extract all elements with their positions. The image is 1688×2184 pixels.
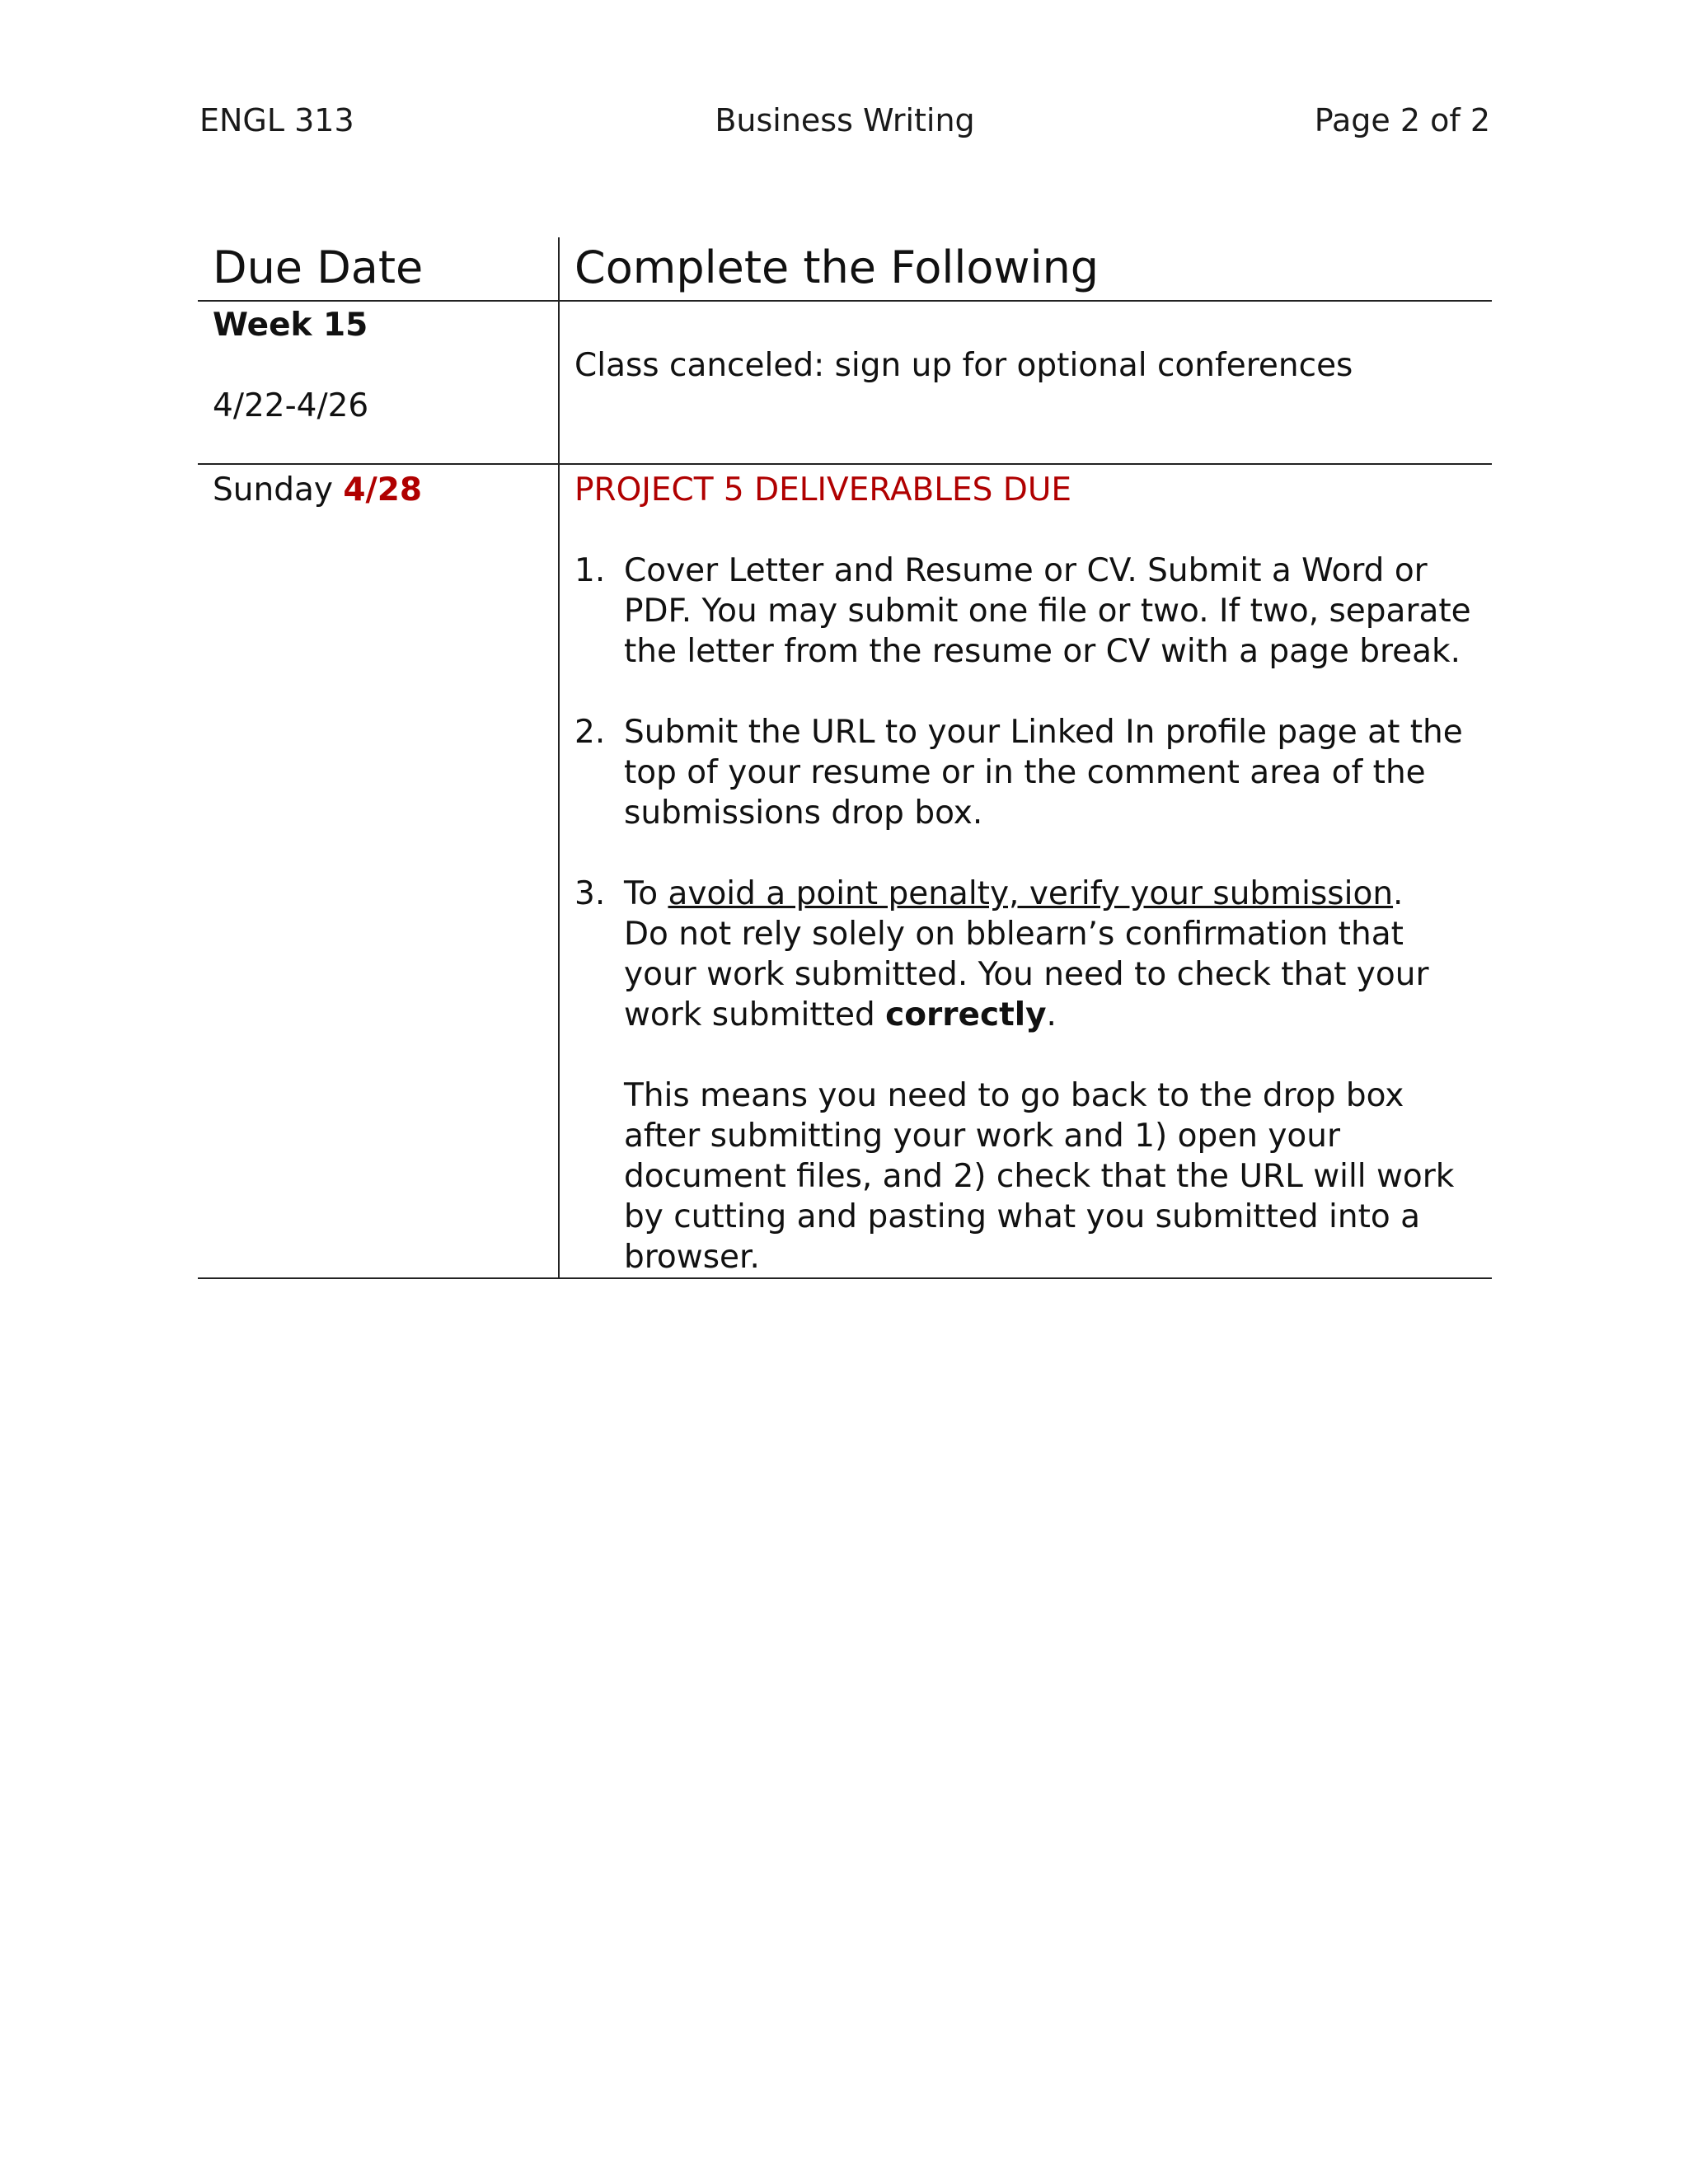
schedule-table bbox=[198, 237, 1492, 1279]
course-title: Business Writing bbox=[715, 102, 975, 138]
complete-column-header: Complete the Following bbox=[559, 237, 1492, 301]
deliverables-heading: PROJECT 5 DELIVERABLES DUE bbox=[574, 471, 1072, 509]
due-date: 4/28 bbox=[343, 471, 422, 509]
week-15-date-cell bbox=[198, 301, 559, 464]
page-header bbox=[199, 97, 1490, 143]
week-15-task-cell bbox=[559, 301, 1492, 464]
verification-instructions: This means you need to go back to the drop box after submitting your work and 1) open your document files, and 2) check that the URL will work by cutting and pasting what you submitted into a browser. bbox=[624, 1077, 1455, 1276]
due-day: Sunday bbox=[213, 471, 344, 509]
week-date-range: 4/22-4/26 bbox=[213, 387, 369, 424]
list-item: 1. Cover Letter and Resume or CV. Submit a Word or PDF. You may submit one file or two. If two, separate the letter from the resume or CV with a page break. bbox=[574, 552, 1471, 670]
table-header-row bbox=[198, 237, 1492, 301]
project-5-date-cell bbox=[198, 464, 559, 1278]
week-label: Week 15 bbox=[213, 307, 368, 344]
emphasis-correctly: correctly bbox=[885, 996, 1047, 1033]
course-code: ENGL 313 bbox=[199, 102, 354, 138]
week-15-task: Class canceled: sign up for optional conferences bbox=[574, 347, 1353, 384]
list-item: 2. Submit the URL to your Linked In profile page at the top of your resume or in the comment area of the submissions drop box. bbox=[574, 714, 1463, 832]
deliverables-list bbox=[574, 551, 1479, 1277]
table-row-week-15 bbox=[198, 301, 1492, 464]
project-5-task-cell bbox=[559, 464, 1492, 1278]
table-row-project-5 bbox=[198, 464, 1492, 1278]
list-item: 3. To avoid a point penalty, verify your submission. Do not rely solely on bblearn’s confirmation that your work submitted. You need to check that your work submitted correctly. This means you need to go back to the drop box after submitting your work and 1) open your document files, and 2) check that the URL will work by cutting and pasting what you submitted into a browser. bbox=[574, 874, 1479, 1277]
page-number: Page 2 of 2 bbox=[1314, 102, 1490, 138]
penalty-warning: avoid a point penalty, verify your submission bbox=[668, 875, 1394, 912]
due-date-column-header: Due Date bbox=[198, 237, 559, 301]
